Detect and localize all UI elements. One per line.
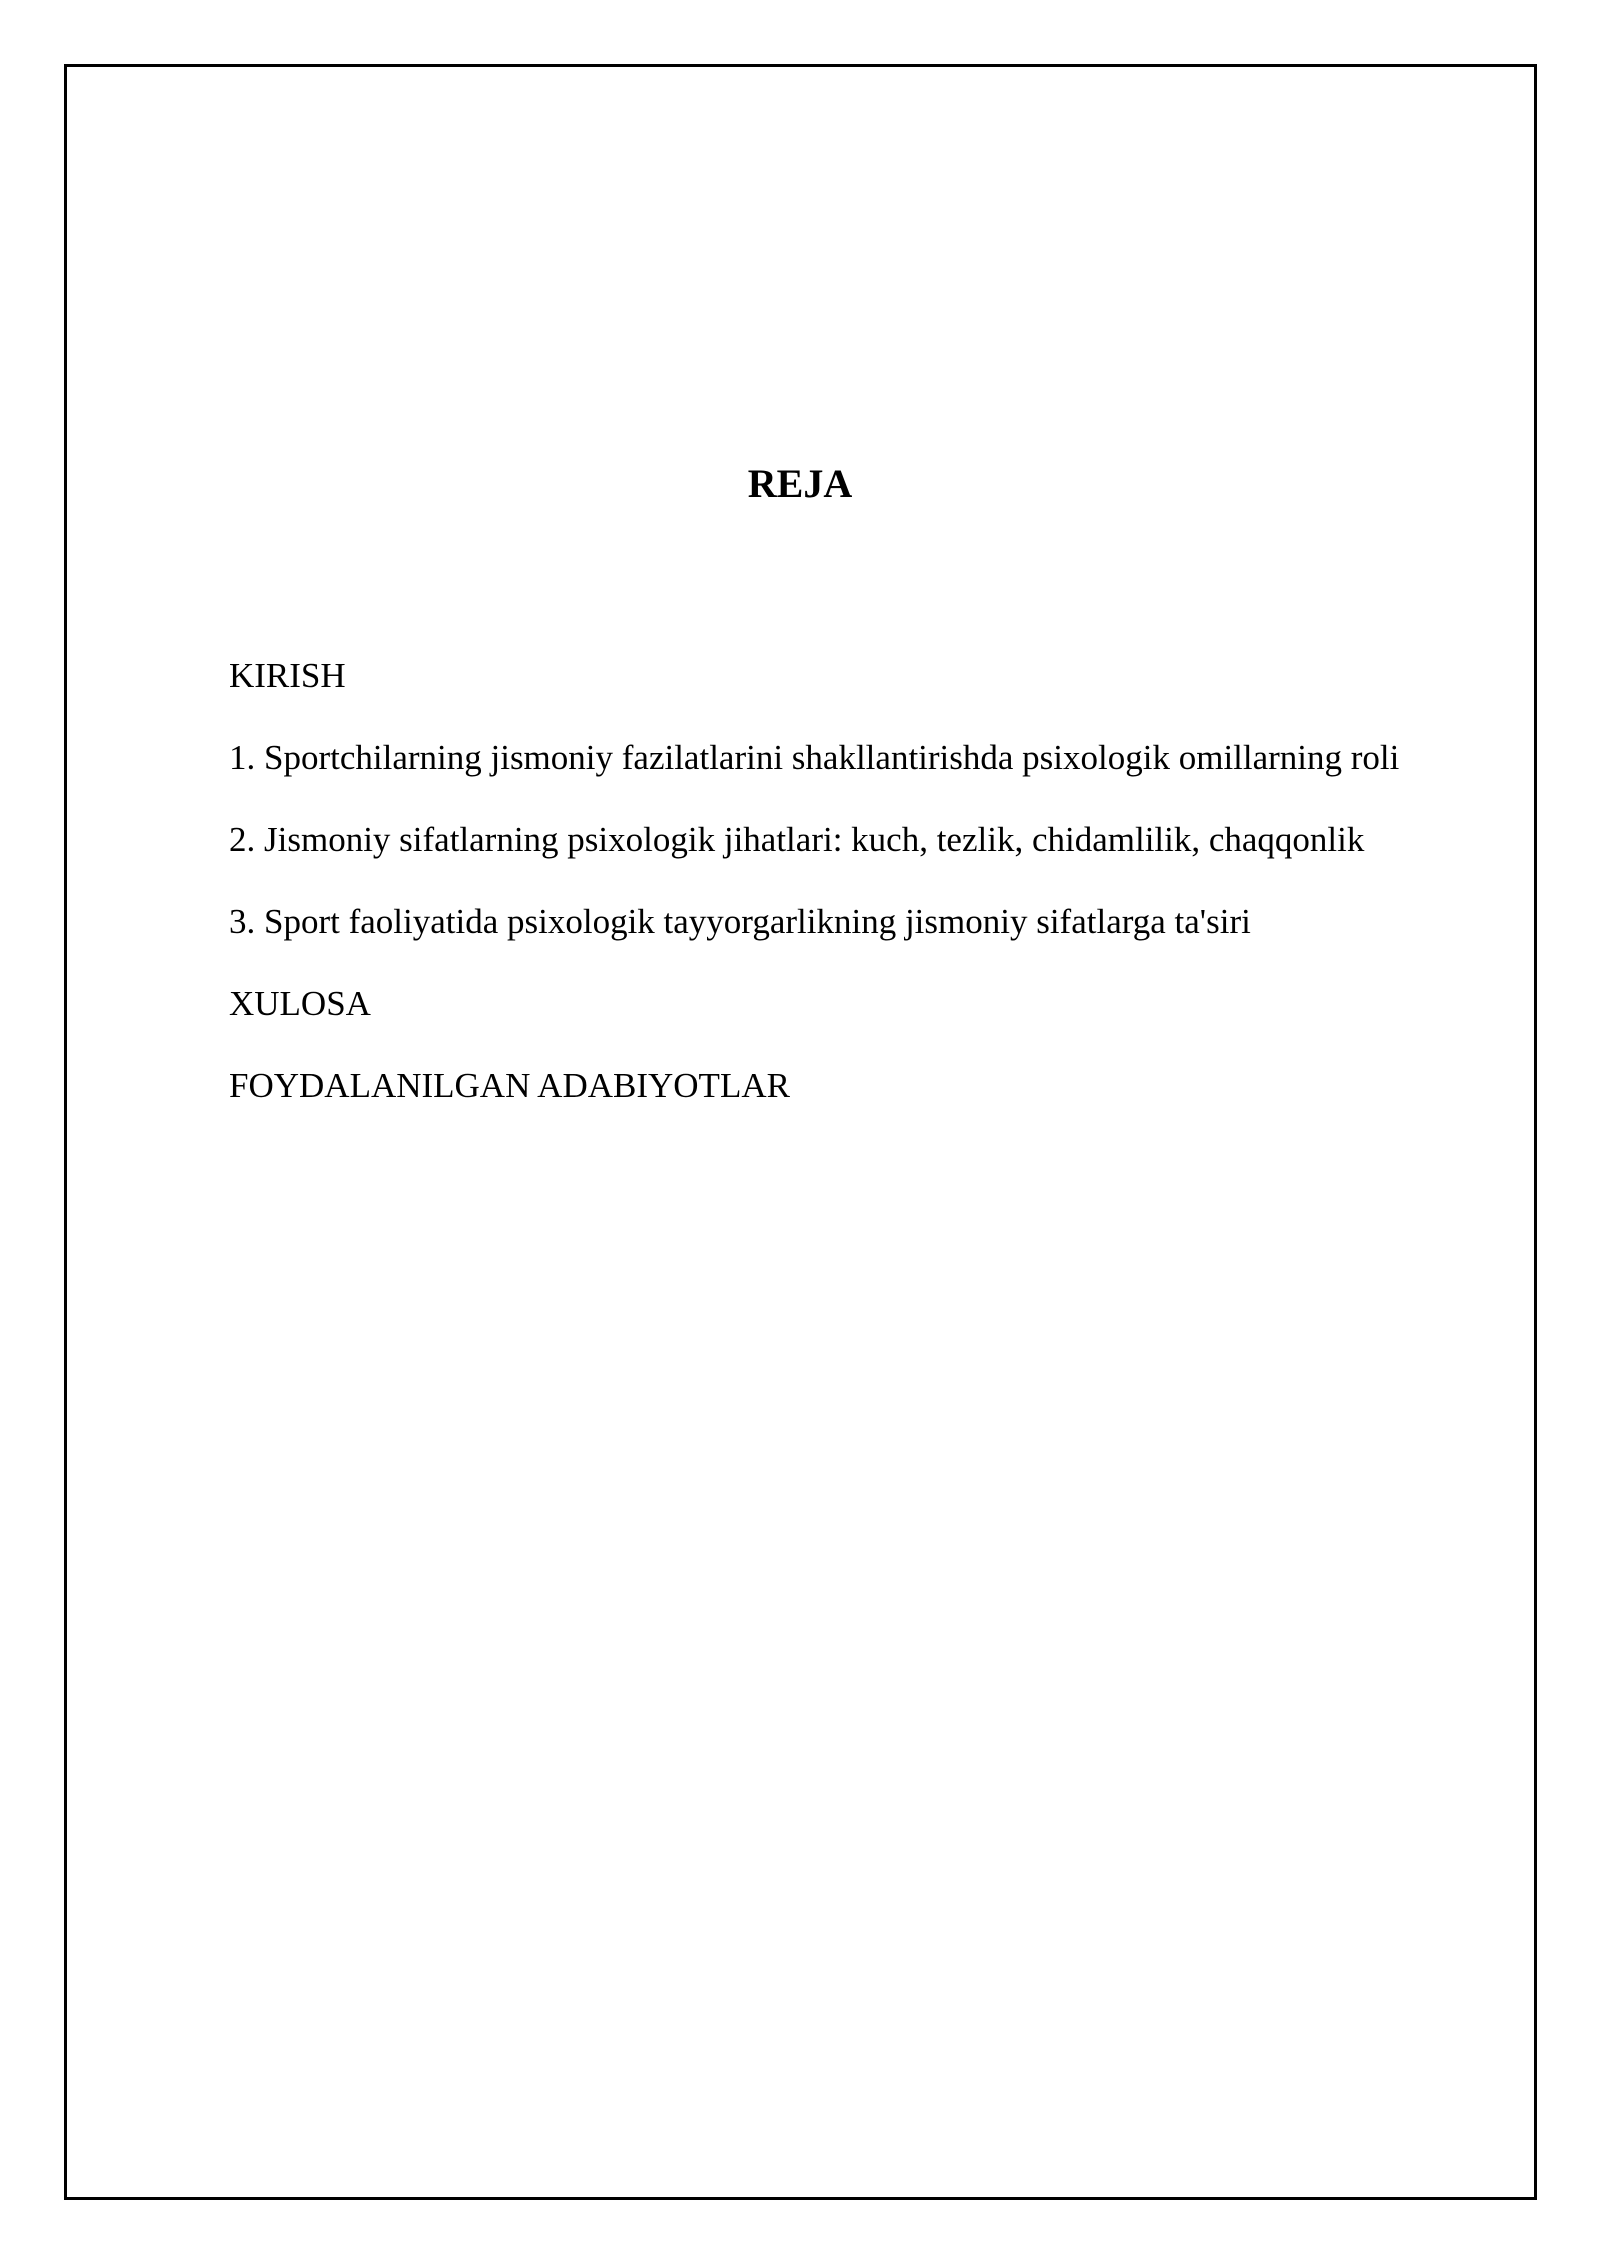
toc-item-section-2: 2. Jismoniy sifatlarning psixologik jihatlari: kuch, tezlik, chidamlilik, chaqqonlik <box>229 820 1365 859</box>
toc-item-references: FOYDALANILGAN ADABIYOTLAR <box>229 1066 790 1105</box>
toc-item-introduction: KIRISH <box>229 656 346 695</box>
page-title: REJA <box>747 461 853 506</box>
toc-item-section-3: 3. Sport faoliyatida psixologik tayyorgarlikning jismoniy sifatlarga ta'siri <box>229 902 1251 941</box>
table-of-contents <box>229 644 1479 1136</box>
toc-item-conclusion: XULOSA <box>229 984 371 1023</box>
toc-item-section-1: 1. Sportchilarning jismoniy fazilatlarini shakllantirishda psixologik omillarning roli <box>229 738 1400 777</box>
